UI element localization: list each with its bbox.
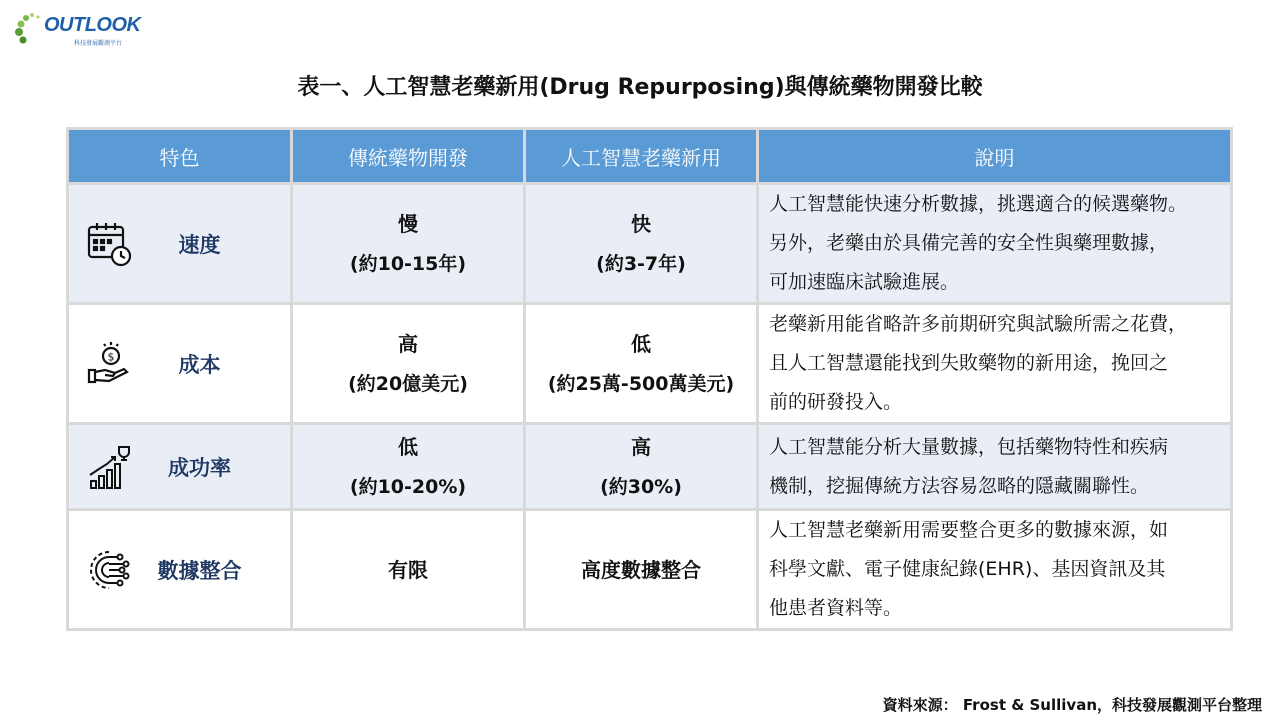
ai-cell <box>525 184 758 304</box>
feature-label: 速度 <box>178 232 221 257</box>
outlook-logo <box>14 8 141 48</box>
traditional-value: 高 <box>398 331 418 356</box>
trophy-growth-icon <box>85 443 133 491</box>
traditional-sub: (約20億美元) <box>348 372 468 395</box>
feature-label: 成本 <box>178 352 221 377</box>
table-row <box>68 184 1232 304</box>
description-cell <box>758 184 1232 304</box>
money-hand-icon <box>85 340 133 388</box>
traditional-cell <box>292 184 525 304</box>
gear-circuit-icon <box>85 546 133 594</box>
comparison-table <box>66 127 1233 631</box>
description-line: 可加速臨床試驗進展。 <box>769 271 960 293</box>
description-line: 人工智慧老藥新用需要整合更多的數據來源，如 <box>769 519 1169 541</box>
table-row <box>68 304 1232 424</box>
logo-subtitle: 科技發展觀測平台 <box>74 40 123 47</box>
traditional-cell <box>292 424 525 510</box>
table-row <box>68 510 1232 630</box>
traditional-value: 低 <box>398 434 418 459</box>
header-ai: 人工智慧老藥新用 <box>525 129 758 184</box>
ai-value: 高 <box>631 434 651 459</box>
description-cell <box>758 304 1232 424</box>
description-cell <box>758 424 1232 510</box>
ai-value: 快 <box>631 211 651 236</box>
header-feature: 特色 <box>68 129 292 184</box>
description-line: 機制，挖掘傳統方法容易忽略的隱藏關聯性。 <box>769 474 1150 497</box>
header-traditional: 傳統藥物開發 <box>292 129 525 184</box>
ai-cell <box>525 304 758 424</box>
ai-sub: (約3-7年) <box>596 252 686 275</box>
description-line: 人工智慧能快速分析數據，挑選適合的候選藥物。 <box>769 193 1188 215</box>
description-line: 前的研發投入。 <box>769 391 903 413</box>
description-line: 且人工智慧還能找到失敗藥物的新用途，挽回之 <box>769 352 1169 374</box>
feature-cell <box>68 510 292 630</box>
table-row <box>68 424 1232 510</box>
description-line: 另外，老藥由於具備完善的安全性與藥理數據， <box>769 232 1169 254</box>
calendar-clock-icon <box>85 220 133 268</box>
description-line: 人工智慧能分析大量數據，包括藥物特性和疾病 <box>769 435 1169 458</box>
ai-sub: (約30%) <box>600 475 682 498</box>
logo-word: OUTLOOK <box>44 14 141 36</box>
source-note: 資料來源： Frost & Sullivan，科技發展觀測平台整理 <box>882 696 1262 714</box>
feature-label: 成功率 <box>168 455 231 480</box>
traditional-sub: (約10-15年) <box>349 252 467 275</box>
svg-text:$: $ <box>107 350 115 363</box>
feature-cell <box>68 424 292 510</box>
description-line: 科學文獻、電子健康紀錄(EHR)、基因資訊及其 <box>769 558 1166 580</box>
header-description: 說明 <box>758 129 1232 184</box>
traditional-value: 慢 <box>398 211 418 236</box>
description-line: 他患者資料等。 <box>769 597 903 619</box>
traditional-cell <box>292 510 525 630</box>
traditional-value: 有限 <box>388 557 428 582</box>
description-line: 老藥新用能省略許多前期研究與試驗所需之花費， <box>769 313 1188 335</box>
feature-label: 數據整合 <box>157 558 242 583</box>
table-header-row <box>68 129 1232 184</box>
feature-cell <box>68 184 292 304</box>
traditional-cell <box>292 304 525 424</box>
feature-cell <box>68 304 292 424</box>
ai-cell <box>525 424 758 510</box>
page-title: 表一、人工智慧老藥新用(Drug Repurposing)與傳統藥物開發比較 <box>297 75 983 100</box>
ai-cell <box>525 510 758 630</box>
traditional-sub: (約10-20%) <box>349 475 467 498</box>
ai-sub: (約25萬-500萬美元) <box>547 372 735 395</box>
ai-value: 高度數據整合 <box>581 557 701 582</box>
description-cell <box>758 510 1232 630</box>
ai-value: 低 <box>631 331 651 356</box>
